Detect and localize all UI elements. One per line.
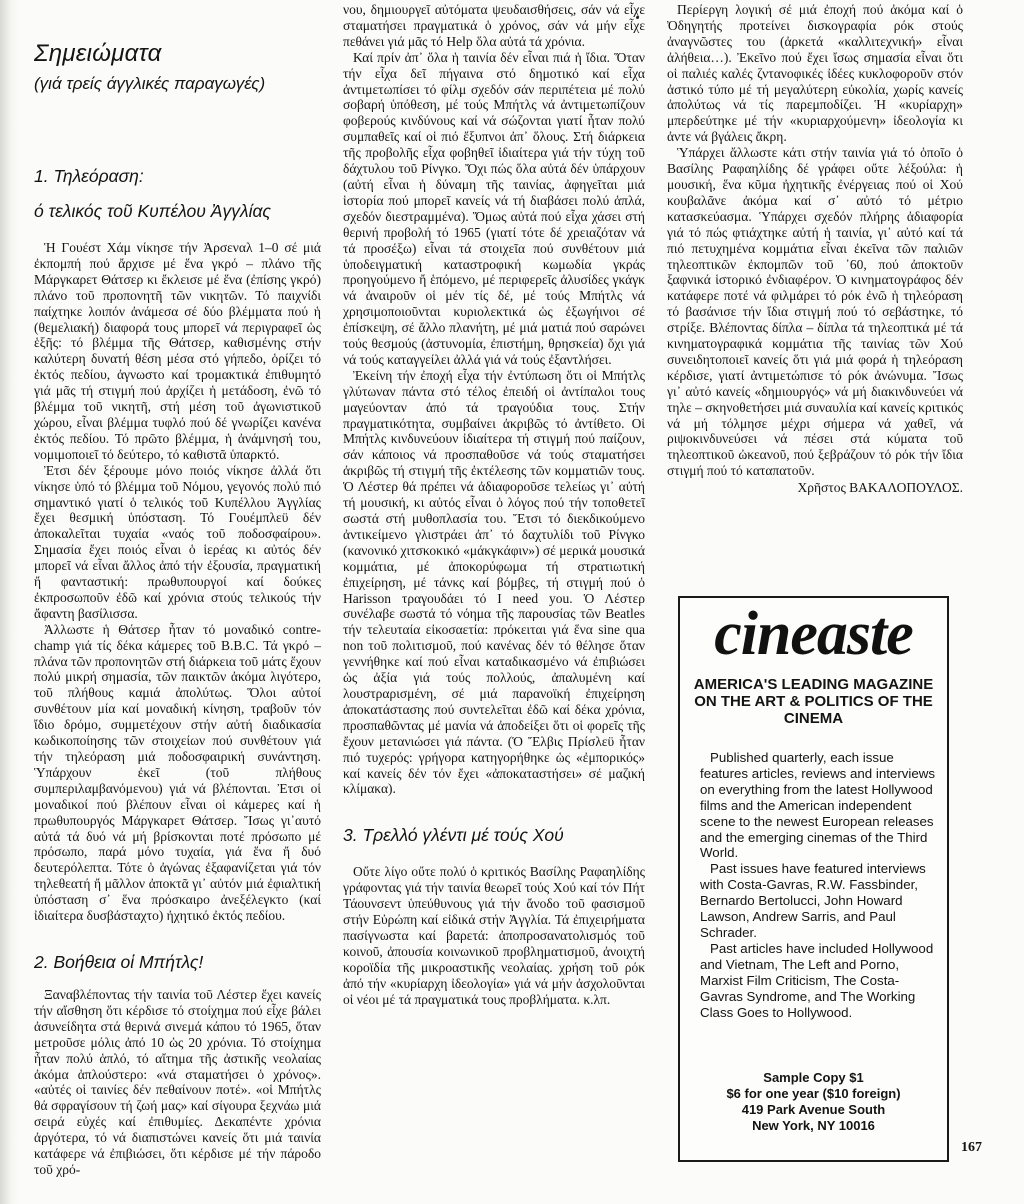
section-1-subheading: ό τελικός τοῦ Κυπέλου Ἀγγλίας (34, 201, 271, 221)
ad-address-city: New York, NY 10016 (752, 1118, 875, 1133)
cineaste-advertisement (678, 596, 949, 1162)
paragraph: Ἡ Γουέστ Χάμ νίκησε τήν Ἀρσεναλ 1–0 σέ μιά ἐκπομπή πού ἄρχισε μέ ἕνα γκρό – πλάνο τῆς Μάργκαρετ Θάτσερ κι ἔκλεισε μέ ἕνα (ἐπίσης γκρό) πλάνο τοῦ προπονητῆ τῶν νικητῶν. Τό παιχνίδι παίχτηκε λοιπόν ἀνάμεσα σέ δύο βλέμματα πού ἡ (θεμελιακή) διαφορά τους μπορεῖ νά περιγραφεῖ ὡς ἑξῆς: τό βλέμμα τῆς Θάτσερ, καθισμένης στήν καλύτερη δυνατή θέση μέσα στό γήπεδο, ὁρίζει τό ἐκτός πεδίου, ἀγνωστο καί τρομακτικά ἐπιθυμητό γιά μᾶς τή στιγμή πού ἀρχίζει ἡ μετάδοση, ἐνῶ τό βλέμμα τοῦ νικητῆ, στή μέση τοῦ ἀγωνιστικοῦ χώρου, εἶναι βλέμμα τυφλό πού δέ γνωρίζει κανένα ἐκτός πεδίου. Τό πρῶτο βλέμμα, ἡ ἀνάμνησή του, νομιμοποιεῖ τό δεύτερο, τό καθιστᾶ ὑπαρκτό. (34, 240, 321, 462)
paragraph: Οὔτε λίγο οὔτε πολύ ὁ κριτικός Βασίλης Ραφαηλίδης γράφοντας γιά τήν ταινία θεωρεῖ τούς Χού καί τόν Πήτ Τάουνσεντ ὑπεύθυνους γιά τήν ἄνοδο τοῦ φασισμοῦ στήν Εὐρώπη καί εἰδικά στήν Ἀγγλία. Τά ἐπιχειρήματα πασίγνωστα καί βαρετά: ἀποπροσανατολισμός τοῦ κοινοῦ, ἀπουσία κοινωνικοῦ προβληματισμοῦ, ἀνοιχτή κοροϊδία τῆς μικροαστικῆς νεολαίας. χρήση τοῦ ρόκ ἀπό τήν «κυρίαρχη ἰδεολογία» γιά νά μήν ἀσχολοῦνται οἱ νέοι μέ τά πραγματικά τους προβλήματα. κ.λπ. (343, 864, 645, 1007)
ad-address-street: 419 Park Avenue South (741, 1102, 886, 1117)
page-subtitle: (γιά τρείς άγγλικές παραγωγές) (34, 74, 266, 93)
ad-sample-copy: Sample Copy $1 (763, 1070, 864, 1085)
section-2-heading: 2. Βοήθεια οἱ Μπήτλς! (34, 951, 204, 972)
ad-paragraph: Past articles have included Hollywood and Vietnam, The Left and Porno, Marxist Film Criticism, The Costa-Gavras Syndrome, and The Working Class Goes to Hollywood. (700, 940, 934, 1020)
page-edge-shadow (0, 0, 18, 1204)
ad-headline: AMERICA'S LEADING MAGAZINE ON THE ART & POLITICS OF THE CINEMA (693, 676, 934, 727)
ad-paragraph: Published quarterly, each issue features articles, reviews and interviews on everything from the latest Hollywood films and the American independent scene to the newest European releases and the emerging cinemas of the Third World. (700, 750, 936, 861)
ad-price: $6 for one year ($10 foreign) (726, 1086, 901, 1101)
page-number: 167 (961, 1140, 982, 1155)
column-1 (34, 40, 321, 1178)
cineaste-logo: cineaste (714, 600, 913, 668)
paragraph: Ἐκείνη τήν ἐποχή εἶχα τήν ἐντύπωση ὅτι οἱ Μπήτλς γλύτωναν πάντα στό τέλος ἐπειδή οἱ ἀντίπαλοι τους μαγεύονταν ἀπό τά τραγούδια τους. Στήν πραγματικότητα, συμβαίνει ἀκριβῶς τό ἀντίθετο. Οἱ Μπήτλς κινδυνεύουν ἰδιαίτερα τή στιγμή πού παίζουν, σάν κάποιος νά προσπαθοῦσε νά τούς σταματήσει ἀκριβῶς τή στιγμή τῆς ἐκτέλεσης τῶν κομματιῶν τους. Ὁ Λέστερ θά πρέπει νά ἀδιαφοροῦσε τελείως γι᾽ αὐτή τή μουσική, κι αὐτός εἶναι ὁ λόγος πού τήν τοποθετεῖ σωστά στή μυθοπλασία του. Ἔτσι τό διεκδικούμενο ἀντικείμενο γλιστράει ἀπ᾽ τό δαχτυλίδι τοῦ Ρίνγκο (κανονικό χιτσκοκικό «μάκγκάφιν») σέ μερικά μουσικά κομμάτια, μέ ἀποκορύφωμα τή στρατιωτική ἐπιχείρηση, μέ τάνκς καί βόμβες, τή στιγμή πού ὁ Harisson τραγουδάει τό I need you. Ὁ Λέστερ συνέλαβε σωστά τό νόημα τῆς παρουσίας τῶν Beatles τήν τελευταία εἰκοσαετία: πρόκειται γιά ἕνα sine qua non τοῦ πολιτισμοῦ, πού κανένας δέν τό θέλησε ὅταν γεννήθηκε καί πού εἶναι καταδικασμένο νά ἐπιβιώσει ὡς ἀξία γιά τούς πολλούς, ἀπαλυμένη καί λουστραρισμένη, σέ μιά παρανοϊκή ἐπιχείρηση ἀποκατάστασης πού συντελεῖται ἐδῶ καί δέκα χρόνια, προσπαθῶντας μέ μανία νά ἀποδείξει ὅτι οἱ φορεῖς τῆς ἔχουν μετανιώσει γιά πάντα. (Ὁ Ἔλβις Πρίσλεϋ ἦταν πιό τυχερός: γρήγορα κατηγορήθηκε ὡς «ἐμπορικός» καί κανείς δέν τόν ἔχει «ἀποκαταστήσει» σέ μαζική κλίμακα). (343, 367, 645, 797)
paragraph: νου, δημιουργεῖ αὐτόματα ψευδαισθήσεις, σάν νά εἶχε σταματήσει πραγματικά ὁ χρόνος, σάν νά μήν εἶχε πεθάνει γιά μᾶς τό Help ὅλα αὐτά τά χρόνια. (343, 2, 645, 49)
paragraph: Ἀλλωστε ἡ Θάτσερ ἦταν τό μοναδικό contre-champ γιά τίς δέκα κάμερες τοῦ B.B.C. Τά γκρό – πλάνα τῶν προπονητῶν στή διάρκεια τοῦ μάτς ἔχουν πολύ μικρή σημασία, τῶν παικτῶν ἀκόμα λιγότερο, τοῦ πλήθους καμιά ἀπολύτως. Ὅλοι αὐτοί συνθέτουν μία καί μοναδική κίνηση, τραβοῦν τόν ἴδιο δρόμο, συμμετέχουν στήν αὐτή διαδικασία κωδικοποίησης τῶν στοιχείων πού συνθέτουν γιά τήν τηλεόραση μιά ποδοσφαιρική συνάντηση. Ὑπάρχουν ἐκεῖ (τοῦ πλήθους συμπεριλαμβανόμενου) γιά νά βλέπονται. Ἐτσι οἱ μοναδικοί πού βλέπουν εἶναι οἱ κάμερες καί ἡ πρωθυπουργός Μάργκαρετ Θάτσερ. Ἴσως γι᾽αυτό αὐτά τά δυό νά μή βρίσκονται ποτέ πρόσωπο μέ πρόσωπο, παρά μόνο τυχαία, γιά ἕνα ἤ δυό δευτερόλεπτα. Τότε ὁ ἀγώνας ἐξαφανίζεται γιά τόν τηλεθεατή ἤ μᾶλλον ἀποκτᾶ γι᾽ αὐτόν μιά ἐφιαλτική ὑπόσταση σ᾽ ἕνα πρόσκαιρο ἀνεξέλεγκτο (καί ἰδιαίτερα δυσβάσταχτο) ἠχητικό ἐκτός πεδίου. (34, 621, 321, 924)
ad-paragraph: Past issues have featured interviews with Costa-Gavras, R.W. Fassbinder, Bernardo Bertolucci, John Howard Lawson, Andrew Sarris, and Paul Schrader. (700, 861, 926, 940)
ad-offer (690, 1070, 937, 1134)
column-3 (667, 2, 963, 496)
author-signature: Χρῆστος ΒΑΚΑΛΟΠΟΥΛΟΣ. (797, 480, 963, 496)
paragraph: Περίεργη λογική σέ μιά ἐποχή πού ἀκόμα καί ὁ Ὀδηγητής προτείνει δισκογραφία ρόκ στούς ἀναγνῶστες του (ἀρκετά «καλλιτεχνική» εἶναι ἀλήθεια…). Ἐκεῖνο πού ἔχει ἴσως σημασία εἶναι ὅτι οἱ παλιές καλές ζντανοφικές ἰδέες κυκλοφοροῦν στόν ἀστικό τύπο μέ τή μεγαλύτερη εὐκολία, χωρίς κανείς ἀπολύτως νά τίς παρεμποδίζει. Ἡ «κυρίαρχη» μπερδεύτηκε μέ τήν «κυριαρχούμενη» ἰδεολογία κι ἀντε νά βγάλεις ἄκρη. (667, 2, 963, 145)
paragraph: Ἐτσι δέν ξέρουμε μόνο ποιός νίκησε ἀλλά ὅτι νίκησε ὑπό τό βλέμμα τοῦ Νόμου, γεγονός πολύ πιό σημαντικό γιατί ὁ τελικός τοῦ Κυπέλλου Ἀγγλίας ἔχει θεσμική ὑπόσταση. Τό Γουέμπλεϋ δέν ἀποκαλεῖται τυχαία «ναός τοῦ ποδοσφαίρου». Σημασία ἔχει ποιός εἶναι ὁ ἱερέας κι αὐτός δέν μπορεῖ νά εἶναι ἄλλος ἀπό τήν ἐξουσία, πραγματική ἤ φανταστική: πρωθυπουργοί καί δούκες ἐκπροσωποῦν ἐδῶ καί χρόνια στούς τελικούς τήν ἄφαντη βασίλισσα. (34, 462, 321, 621)
paragraph: Ὑπάρχει ἄλλωστε κάτι στήν ταινία γιά τό ὁποῖο ὁ Βασίλης Ραφαηλίδης δέ γράφει οὔτε λέξούλα: ἡ μουσική, ἕνα κῦμα ἠχητικῆς ἐνέργειας πού οἱ Χού κουβαλᾶνε ἀκόμα καί σ᾽ αὐτό τό μέτριο κατασκεύασμα. Ὑπάρχει σχεδόν πλήρης ἀδιαφορία γιά τό πώς φτιάχτηκε αὐτή ἡ ταινία, γι᾽ αὐτό καί τά πιό πετυχημένα κομμάτια εἶναι ἐκεῖνα τῶν παλιῶν τηλεοπτικῶν ἐκπομπῶν τοῦ ᾽60, πού ἀποκτοῦν ξαφνικά ἱστορικό ἐνδιαφέρον. Ὁ κινηματογράφος δέν κατάφερε ποτέ νά φιλμάρει τό ρόκ ἐνῶ ἡ τηλεόραση τό βασάνισε τήν ἴδια στιγμή πού τό σεβάστηκε, τό στρίξε. Βλέποντας δίπλα – δίπλα τά τηλεοπτικά μέ τά κινηματογραφικά κομμάτια τῆς ταινίας τῶν Χού συνειδητοποιεῖ κανείς ὅτι γιά μιά φορά ἡ τηλεόραση κέρδισε, γιατί ἀντιμετώπισε τό ρόκ ἀνώνυμα. Ἴσως γι᾽ αὐτό κανείς «δημιουργός» νά μή διακινδυνεύει νά τηλε – σκηνοθετήσει μιά συναυλία καί κανείς κριτικός νά μή τόλμησε μέχρι σήμερα νά χαθεῖ, νά ριψοκινδυνεύσει νά πέσει στά κύματα τοῦ τηλεοπτικοῦ ὠκεανοῦ, πού ξεβράζουν τό ρόκ τήν ἴδια στιγμή πού τό καταπατοῦν. (667, 145, 964, 479)
column-2 (343, 2, 645, 1007)
page-title: Σημειώματα (34, 40, 162, 67)
paragraph: Καί πρίν ἀπ᾽ ὅλα ἡ ταινία δέν εἶναι πιά ἡ ἴδια. Ὅταν τήν εἶχα δεῖ πήγαινα στό δημοτικό καί εἶχα ἀντιμετωπίσει τό φίλμ σχεδόν σάν περιπέτεια μέ πολύ σοβαρή ὑπόθεση, μέ τούς Μπήτλς νά ἀντιμετωπίζουν φοβερούς κινδύνους καί νά σώζονται γιατί ἦταν πολύ συμπαθεῖς καί οἱ πιό ἔξυπνοι ἀπ᾽ ὅλους. Στή διάρκεια τῆς προβολῆς εἶχα φοβηθεῖ ἰδιαίτερα γιά τήν τύχη τοῦ δάχτυλου τοῦ Ρίνγκο. Ὄχι πώς ὅλα αὐτά δέν ὑπάρχουν (αὐτή εἶναι ἡ δύναμη τῆς ταινίας, ἀφηγεῖται μιά ἱστορία πού μπορεῖ κανείς νά τή διαβάσει πολύ ἁπλά, σχεδόν διεστραμμένα). Ὅμως αὐτά πού εἶχα χάσει στή θερινή προβολή τό 1965 (γιατί τότε δέ χρειαζόταν νά τά προσέξω) εἶναι τά στοιχεῖα πού συνθέτουν μιά ὑποδειγματική καταστροφική κωμωδία γκράς προηγούμενο ἤ ἑπόμενο, μέ περιφερεῖς ἀλυσίδες γκάγκ νά ἀναιροῦν οἱ μέν τίς δέ, μέ τούς Μπήτλς νά χρησιμοποιοῦνται κυριολεκτικά ὡς ἐξωγήινοι σέ ἐπίσκεψη, σέ ἄλλο πλανήτη, μέ μιά ματιά πού σαρώνει τούς θεσμούς (ἀστυνομία, ἐπιστήμη, θρησκεία) ὄχι γιά νά τούς καταγγείλει ἀλλά γιά νά τούς ἐξαντλήσει. (343, 49, 645, 367)
section-1-heading: 1. Τηλεόραση: (34, 166, 144, 186)
paragraph: Ξαναβλέποντας τήν ταινία τοῦ Λέστερ ἔχει κανείς τήν αἴσθηση ὅτι κέρδισε τό στοίχημα πού εἶχε βάλει ἀσυνείδητα στά θερινά σινεμά κάπου τό 1965, ὅταν μετροῦσε μόλις ἀπό 10 ὡς 20 χρόνια. Τό στοίχημα ἦταν πολύ ἁπλό, τό αἴτημα τῆς ἀστικῆς νεολαίας ἀκόμα ἁπλούστερο: «νά σταματήσει ὁ χρόνος». «αὐτές οἱ ταινίες δέν πεθαίνουν ποτέ». «οἱ Μπήτλς θά σφραγίσουν τή ζωή μας» καί σίγουρα ξεχνάω μιά σειρά εὐχές καί ἐπιθυμίες. Δεκαπέντε χρόνια ἀργότερα, τό νά διαπιστώνει κανείς ὅτι μιά ταινία κατάφερε νά ἐπιβιώσει, ὅτι κέρδισε μέ τήν πάροδο τοῦ χρό- (34, 986, 321, 1177)
ad-body (700, 750, 935, 1020)
section-3-heading: 3. Τρελλό γλέντι μέ τούς Χού (343, 825, 564, 846)
